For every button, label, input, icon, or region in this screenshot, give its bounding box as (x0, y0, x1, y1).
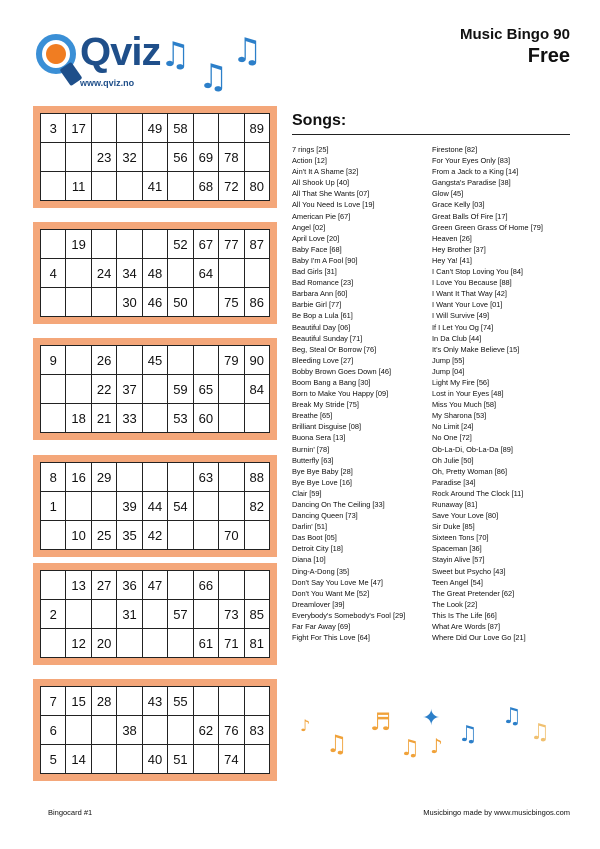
bingo-cell: 20 (92, 629, 117, 658)
song-item: Burnin' [78] (292, 444, 330, 454)
song-item: Sixteen Tons [70] (432, 533, 489, 543)
song-item: Boom Bang a Bang [30] (292, 377, 371, 387)
song-item: Bye Bye Love [16] (292, 477, 352, 487)
song-item: Bad Romance [23] (292, 278, 354, 288)
qviz-logo (30, 28, 161, 98)
song-item: Heaven [26] (432, 233, 472, 243)
song-item: American Pie [67] (292, 211, 351, 221)
bingo-cell: 89 (245, 114, 270, 143)
song-item: Barbara Ann [60] (292, 289, 348, 299)
song-item: Breathe [65] (292, 411, 333, 421)
dancer-figure-icon: ♫ (400, 736, 420, 761)
dancer-figure-icon: ♫ (326, 730, 348, 758)
bingo-cell: 82 (245, 492, 270, 521)
bingo-cell (92, 745, 117, 774)
song-item: In Da Club [44] (432, 333, 482, 343)
bingo-cell (143, 404, 168, 433)
bingo-cell: 39 (117, 492, 142, 521)
song-item: Das Boot [05] (292, 533, 337, 543)
bingo-cell: 10 (66, 521, 91, 550)
bingo-cell (143, 143, 168, 172)
bingo-cell: 67 (194, 230, 219, 259)
bingo-cell (41, 172, 66, 201)
bingo-cell (117, 114, 142, 143)
song-item: Bobby Brown Goes Down [46] (292, 366, 392, 376)
music-notes-icon (160, 31, 270, 97)
bingo-cell (66, 288, 91, 317)
song-item: Beautiful Day [06] (292, 322, 351, 332)
bingo-cell: 25 (92, 521, 117, 550)
bingo-cell: 8 (41, 463, 66, 492)
song-item: If I Let You Og [74] (432, 322, 494, 332)
dancer-figure-icon: ♬ (370, 708, 392, 736)
song-item: Sir Duke [85] (432, 522, 475, 532)
bingo-cell (168, 716, 193, 745)
bingo-grid (40, 229, 270, 317)
bingo-grid (40, 686, 270, 774)
bingo-cell (245, 404, 270, 433)
bingo-cell (41, 571, 66, 600)
song-item: I Can't Stop Loving You [84] (432, 267, 523, 277)
bingo-cell (194, 492, 219, 521)
bingo-card (33, 222, 277, 324)
song-item: Don't Say You Love Me [47] (292, 577, 383, 587)
bingo-cell (92, 492, 117, 521)
song-item: I Want Your Love [01] (432, 300, 503, 310)
song-item: All Shook Up [40] (292, 178, 350, 188)
bingo-cell (41, 288, 66, 317)
bingo-cell: 71 (219, 629, 244, 658)
bingo-cell (92, 114, 117, 143)
logo-q-dot (46, 44, 66, 64)
bingo-cell (168, 521, 193, 550)
bingo-cell (168, 629, 193, 658)
bingo-cell (245, 521, 270, 550)
bingo-cell: 48 (143, 259, 168, 288)
bingo-cell (143, 375, 168, 404)
bingo-cell: 33 (117, 404, 142, 433)
song-item: I Love You Because [88] (432, 278, 512, 288)
bingo-cell: 26 (92, 346, 117, 375)
song-item: Don't You Want Me [52] (292, 588, 370, 598)
song-item: Dreamlover [39] (292, 599, 345, 609)
song-item: Barbie Girl [77] (292, 300, 342, 310)
song-item: From a Jack to a King [14] (432, 167, 519, 177)
bingo-cell (168, 346, 193, 375)
bingo-cell: 53 (168, 404, 193, 433)
bingo-cell (92, 288, 117, 317)
bingo-cell (143, 600, 168, 629)
bingo-cell (143, 629, 168, 658)
song-item: It's Only Make Believe [15] (432, 344, 520, 354)
bingo-cell: 66 (194, 571, 219, 600)
bingo-cell: 61 (194, 629, 219, 658)
song-item: Great Balls Of Fire [17] (432, 211, 508, 221)
song-item: Beg, Steal Or Borrow [76] (292, 344, 377, 354)
bingo-cell: 63 (194, 463, 219, 492)
bingo-cell (41, 521, 66, 550)
bingo-cell: 68 (194, 172, 219, 201)
bingo-cell: 78 (219, 143, 244, 172)
bingo-cell (117, 230, 142, 259)
bingo-cell (168, 259, 193, 288)
song-item: Runaway [81] (432, 500, 478, 509)
bingo-cell (92, 230, 117, 259)
bingo-cell: 57 (168, 600, 193, 629)
bingo-cell: 13 (66, 571, 91, 600)
bingo-cell (219, 114, 244, 143)
song-item: Darlin' [51] (292, 522, 328, 532)
bingo-cell: 51 (168, 745, 193, 774)
song-item: Be Bop a Lula [61] (292, 311, 353, 321)
bingo-cell: 7 (41, 687, 66, 716)
bingo-cell: 27 (92, 571, 117, 600)
song-item: Break My Stride [75] (292, 400, 359, 410)
bingo-cell (117, 745, 142, 774)
bingo-cell (245, 571, 270, 600)
bingo-cell: 21 (92, 404, 117, 433)
song-item: For Your Eyes Only [83] (432, 156, 511, 166)
song-item: Miss You Much [58] (432, 400, 497, 410)
bingo-cell (219, 463, 244, 492)
song-item: All You Need Is Love [19] (292, 200, 375, 210)
song-item: Teen Angel [54] (432, 577, 483, 587)
bingo-cell (194, 114, 219, 143)
bingo-cell: 64 (194, 259, 219, 288)
dancer-figure-icon: ♪ (430, 734, 443, 758)
dancer-figure-icon: ♪ (300, 716, 311, 735)
bingo-cell: 73 (219, 600, 244, 629)
song-item: Ding-A-Dong [35] (292, 566, 350, 576)
song-item: Jump [04] (432, 366, 465, 376)
bingo-cell: 1 (41, 492, 66, 521)
bingo-cell: 87 (245, 230, 270, 259)
song-item: The Great Pretender [62] (432, 588, 515, 598)
song-item: Sweet but Psycho [43] (432, 566, 506, 576)
song-item: I Will Survive [49] (432, 311, 490, 321)
music-note-icon: ♫ (198, 57, 229, 97)
bingo-cell: 29 (92, 463, 117, 492)
bingo-cell: 22 (92, 375, 117, 404)
song-item: Bleeding Love [27] (292, 355, 354, 365)
bingo-cell: 43 (143, 687, 168, 716)
bingo-cell: 30 (117, 288, 142, 317)
bingo-cell (245, 143, 270, 172)
songs-column-1 (292, 144, 405, 643)
song-item: No One [72] (432, 433, 472, 443)
bingo-grid (40, 113, 270, 201)
bingo-cell: 86 (245, 288, 270, 317)
bingo-cell: 31 (117, 600, 142, 629)
bingo-cell: 44 (143, 492, 168, 521)
bingo-cell (66, 716, 91, 745)
bingo-cell: 2 (41, 600, 66, 629)
bingo-cell (41, 629, 66, 658)
logo-url: www.qviz.no (80, 78, 135, 88)
page-subtitle: Free (527, 45, 570, 67)
bingo-cell: 37 (117, 375, 142, 404)
logo-brand: Qviz (80, 30, 161, 74)
bingo-cell: 74 (219, 745, 244, 774)
bingo-cell (168, 172, 193, 201)
bingo-cell: 70 (219, 521, 244, 550)
bingo-cell (245, 687, 270, 716)
bingo-cell (41, 143, 66, 172)
bingo-cell (143, 716, 168, 745)
song-item: Ob-La-Di, Ob-La-Da [89] (432, 444, 513, 454)
song-item: Far Far Away [69] (292, 622, 351, 632)
bingo-cell: 49 (143, 114, 168, 143)
song-item: Dancing On The Ceiling [33] (292, 500, 385, 509)
song-item: Firestone [82] (432, 145, 478, 154)
song-item: Diana [10] (292, 555, 326, 565)
bingo-cell (66, 143, 91, 172)
song-item: Hey Brother [37] (432, 244, 486, 254)
page-title: Music Bingo 90 (459, 26, 570, 43)
song-item: Glow [45] (432, 189, 464, 199)
song-item: All That She Wants [07] (292, 189, 370, 199)
song-item: Green Green Grass Of Home [79] (432, 222, 543, 232)
bingo-cell: 84 (245, 375, 270, 404)
bingo-cell (245, 745, 270, 774)
bingo-cell: 16 (66, 463, 91, 492)
song-item: I Want It That Way [42] (432, 289, 507, 299)
bingo-cell (245, 259, 270, 288)
bingo-cell: 36 (117, 571, 142, 600)
bingo-cell: 40 (143, 745, 168, 774)
bingo-cell: 77 (219, 230, 244, 259)
bingo-cell: 12 (66, 629, 91, 658)
dancer-figure-icon: ♫ (502, 704, 522, 729)
song-item: Oh Julie [50] (432, 455, 474, 465)
bingo-cell (219, 375, 244, 404)
bingo-grid (40, 570, 270, 658)
song-item: Beautiful Sunday [71] (292, 333, 363, 343)
bingo-cell (194, 687, 219, 716)
song-item: Butterfly [63] (292, 455, 334, 465)
bingo-cell (66, 600, 91, 629)
bingo-cell: 88 (245, 463, 270, 492)
song-item: Save Your Love [80] (432, 511, 499, 521)
bingo-cell: 72 (219, 172, 244, 201)
bingo-cell (219, 404, 244, 433)
song-item: Brilliant Disguise [08] (292, 422, 362, 432)
bingo-cell (219, 571, 244, 600)
song-item: What Are Words [87] (432, 622, 501, 632)
bingo-cell (143, 230, 168, 259)
song-item: Everybody's Somebody's Fool [29] (292, 610, 406, 620)
bingo-cell: 54 (168, 492, 193, 521)
bingo-grid (40, 462, 270, 550)
bingo-cell (66, 492, 91, 521)
song-item: No Limit [24] (432, 422, 474, 432)
bingo-cell: 19 (66, 230, 91, 259)
bingo-cell: 50 (168, 288, 193, 317)
song-item: Hey Ya! [41] (432, 255, 472, 265)
bingo-cell (117, 172, 142, 201)
song-item: Bad Girls [31] (292, 267, 337, 277)
bingo-cell (117, 629, 142, 658)
bingo-card (33, 563, 277, 665)
bingo-cell: 85 (245, 600, 270, 629)
bingo-cell: 52 (168, 230, 193, 259)
bingo-cell: 42 (143, 521, 168, 550)
bingo-grid (40, 345, 270, 433)
bingo-cell: 83 (245, 716, 270, 745)
bingo-cell (194, 346, 219, 375)
bingo-cell: 6 (41, 716, 66, 745)
bingo-cell: 18 (66, 404, 91, 433)
songs-column-2 (432, 144, 543, 643)
bingo-cell (117, 346, 142, 375)
songs-heading: Songs: (292, 112, 347, 129)
bingo-cell (41, 404, 66, 433)
bingo-cell: 90 (245, 346, 270, 375)
bingo-card (33, 338, 277, 440)
bingo-cell: 34 (117, 259, 142, 288)
bingo-cell: 28 (92, 687, 117, 716)
song-item: Clair [59] (292, 488, 322, 498)
dancing-figures-icon (290, 702, 560, 772)
bingo-cell: 35 (117, 521, 142, 550)
song-item: Action [12] (292, 156, 327, 166)
bingo-cell (92, 600, 117, 629)
bingocard-number: Bingocard #1 (48, 808, 93, 817)
bingo-cell: 81 (245, 629, 270, 658)
song-item: My Sharona [53] (432, 411, 487, 421)
bingo-cell: 46 (143, 288, 168, 317)
bingo-cell (41, 230, 66, 259)
bingo-cell (41, 375, 66, 404)
song-item: Where Did Our Love Go [21] (432, 633, 526, 643)
dancer-figure-icon: ♫ (458, 722, 478, 747)
bingo-cell: 3 (41, 114, 66, 143)
bingo-cell: 23 (92, 143, 117, 172)
bingo-cell (143, 463, 168, 492)
song-item: 7 rings [25] (292, 145, 329, 154)
music-note-icon: ♫ (232, 31, 263, 71)
song-item: Fight For This Love [64] (292, 633, 370, 643)
bingo-cell: 62 (194, 716, 219, 745)
footer-credit: Musicbingo made by www.musicbingos.com (423, 808, 570, 817)
song-item: This Is The Life [66] (432, 610, 497, 620)
bingo-cell: 79 (219, 346, 244, 375)
bingo-cell: 76 (219, 716, 244, 745)
bingo-cell (168, 463, 193, 492)
bingo-cell (194, 521, 219, 550)
song-item: Ain't It A Shame [32] (292, 167, 359, 177)
bingo-card (33, 679, 277, 781)
song-item: Baby Face [68] (292, 244, 342, 254)
bingo-cell: 60 (194, 404, 219, 433)
bingo-cell: 15 (66, 687, 91, 716)
song-item: Bye Bye Baby [28] (292, 466, 353, 476)
bingo-cell: 47 (143, 571, 168, 600)
song-item: Rock Around The Clock [11] (432, 488, 524, 498)
bingo-cell (219, 492, 244, 521)
dancer-figure-icon: ✦ (422, 706, 441, 731)
bingo-cell (66, 259, 91, 288)
bingo-cell: 4 (41, 259, 66, 288)
bingo-cell: 56 (168, 143, 193, 172)
bingo-cell (194, 600, 219, 629)
bingo-cell: 75 (219, 288, 244, 317)
bingo-cell: 9 (41, 346, 66, 375)
song-item: Dancing Queen [73] (292, 511, 358, 521)
bingo-cell (219, 687, 244, 716)
song-item: Lost in Your Eyes [48] (432, 389, 504, 399)
song-item: Buona Sera [13] (292, 433, 346, 443)
bingo-cell: 24 (92, 259, 117, 288)
song-item: Grace Kelly [03] (432, 200, 485, 210)
songs-divider (292, 134, 570, 135)
song-item: Born to Make You Happy [09] (292, 389, 389, 399)
song-item: Spaceman [36] (432, 544, 482, 554)
bingo-cell (194, 288, 219, 317)
bingo-cell: 14 (66, 745, 91, 774)
music-note-icon: ♫ (160, 35, 191, 75)
song-item: The Look [22] (432, 599, 478, 609)
song-item: Detroit City [18] (292, 544, 343, 554)
bingo-cell (117, 687, 142, 716)
bingo-cell: 17 (66, 114, 91, 143)
bingo-cell: 45 (143, 346, 168, 375)
bingo-cell (219, 259, 244, 288)
song-item: Light My Fire [56] (432, 377, 490, 387)
bingo-cell: 38 (117, 716, 142, 745)
bingo-cell: 69 (194, 143, 219, 172)
bingo-cell (168, 571, 193, 600)
bingo-cell: 11 (66, 172, 91, 201)
bingo-cell: 58 (168, 114, 193, 143)
song-item: Stayin Alive [57] (432, 555, 485, 565)
song-item: Baby I'm A Fool [90] (292, 255, 358, 265)
bingo-cell (194, 745, 219, 774)
bingo-cell: 65 (194, 375, 219, 404)
bingo-cell (117, 463, 142, 492)
bingo-card (33, 455, 277, 557)
dancer-figure-icon: ♫ (530, 720, 550, 745)
bingo-cell (66, 375, 91, 404)
bingo-cell: 80 (245, 172, 270, 201)
bingo-cell: 59 (168, 375, 193, 404)
bingo-cell (66, 346, 91, 375)
bingo-cell: 41 (143, 172, 168, 201)
title-block (460, 26, 570, 68)
bingo-cell: 55 (168, 687, 193, 716)
song-item: Jump [55] (432, 355, 465, 365)
bingo-cell: 5 (41, 745, 66, 774)
bingo-cell (92, 172, 117, 201)
bingo-cell (92, 716, 117, 745)
bingo-card (33, 106, 277, 208)
song-item: Paradise [34] (432, 477, 476, 487)
song-item: Oh, Pretty Woman [86] (432, 466, 508, 476)
bingo-cell: 32 (117, 143, 142, 172)
song-item: Gangsta's Paradise [38] (432, 178, 511, 188)
song-item: Angel [02] (292, 222, 326, 232)
song-item: April Love [20] (292, 233, 340, 243)
